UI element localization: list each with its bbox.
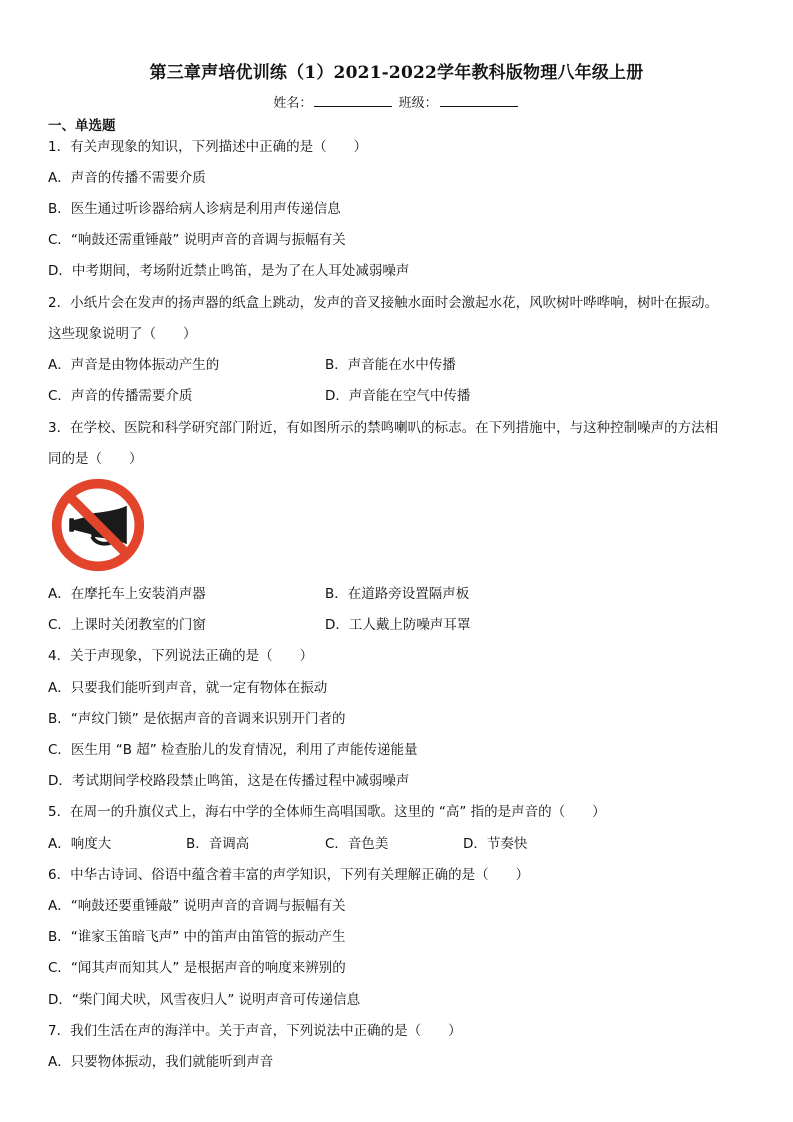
q3-stem-line1: 3．在学校、医院和科学研究部门附近，有如图所示的禁鸣喇叭的标志。在下列措施中，与这种控制噪声的方法相 — [48, 420, 719, 436]
page-title: 第三章声培优训练（1）2021-2022学年教科版物理八年级上册 — [149, 63, 644, 83]
q4-option-b[interactable]: B．“声纹门锁” 是依据声音的音调来识别开门者的 — [48, 711, 346, 727]
q5-option-d[interactable]: D．节奏快 — [463, 836, 528, 852]
q3-option-a[interactable]: A．在摩托车上安装消声器 — [48, 586, 206, 602]
class-label: 班级： — [398, 96, 438, 111]
q6-option-d[interactable]: D．“柴门闻犬吠，风雪夜归人” 说明声音可传递信息 — [48, 992, 361, 1008]
q2-stem-line2: 这些现象说明了（ ） — [48, 326, 197, 342]
q2-stem-line1: 2．小纸片会在发声的扬声器的纸盒上跳动，发声的音叉接触水面时会激起水花，风吹树叶哗哗响，树叶在振动。 — [48, 295, 719, 311]
q1-stem: 1．有关声现象的知识，下列描述中正确的是（ ） — [48, 139, 368, 155]
q5-option-a[interactable]: A．响度大 — [48, 836, 112, 852]
q1-option-a[interactable]: A．声音的传播不需要介质 — [48, 170, 206, 186]
q5-option-c[interactable]: C．音色美 — [325, 836, 389, 852]
no-horn-sign-icon — [50, 477, 146, 573]
q3-stem-line2: 同的是（ ） — [48, 451, 143, 467]
q7-option-a[interactable]: A．只要物体振动，我们就能听到声音 — [48, 1054, 274, 1070]
q2-option-d[interactable]: D．声音能在空气中传播 — [325, 388, 471, 404]
q3-option-d[interactable]: D．工人戴上防噪声耳罩 — [325, 617, 471, 633]
q6-stem: 6．中华古诗词、俗语中蕴含着丰富的声学知识，下列有关理解正确的是（ ） — [48, 867, 530, 883]
q3-option-b[interactable]: B．在道路旁设置隔声板 — [325, 586, 470, 602]
q6-option-c[interactable]: C．“闻其声而知其人” 是根据声音的响度来辨别的 — [48, 960, 346, 976]
q5-stem: 5．在周一的升旗仪式上，海右中学的全体师生高唱国歌。这里的 “高” 指的是声音的（ ） — [48, 804, 606, 820]
q2-option-c[interactable]: C．声音的传播需要介质 — [48, 388, 193, 404]
q4-stem: 4．关于声现象，下列说法正确的是（ ） — [48, 648, 314, 664]
section-title: 一、单选题 — [48, 118, 116, 134]
q7-stem: 7．我们生活在声的海洋中。关于声音，下列说法中正确的是（ ） — [48, 1023, 462, 1039]
q4-option-c[interactable]: C．医生用 “B 超” 检查胎儿的发育情况，利用了声能传递能量 — [48, 742, 418, 758]
q5-option-b[interactable]: B．音调高 — [186, 836, 250, 852]
student-info-line — [0, 92, 793, 111]
name-label: 姓名： — [273, 96, 313, 111]
q2-option-b[interactable]: B．声音能在水中传播 — [325, 357, 456, 373]
q1-option-b[interactable]: B．医生通过听诊器给病人诊病是利用声传递信息 — [48, 201, 341, 217]
q6-option-b[interactable]: B．“谁家玉笛暗飞声” 中的笛声由笛管的振动产生 — [48, 929, 346, 945]
class-blank[interactable] — [440, 94, 518, 107]
q2-option-a[interactable]: A．声音是由物体振动产生的 — [48, 357, 220, 373]
q1-option-c[interactable]: C．“响鼓还需重锤敲” 说明声音的音调与振幅有关 — [48, 232, 346, 248]
q4-option-d[interactable]: D．考试期间学校路段禁止鸣笛，这是在传播过程中减弱噪声 — [48, 773, 410, 789]
q3-option-c[interactable]: C．上课时关闭教室的门窗 — [48, 617, 206, 633]
name-blank[interactable] — [314, 94, 392, 107]
q1-option-d[interactable]: D．中考期间，考场附近禁止鸣笛，是为了在人耳处减弱噪声 — [48, 263, 410, 279]
q4-option-a[interactable]: A．只要我们能听到声音，就一定有物体在振动 — [48, 680, 328, 696]
q6-option-a[interactable]: A．“响鼓还要重锤敲” 说明声音的音调与振幅有关 — [48, 898, 346, 914]
